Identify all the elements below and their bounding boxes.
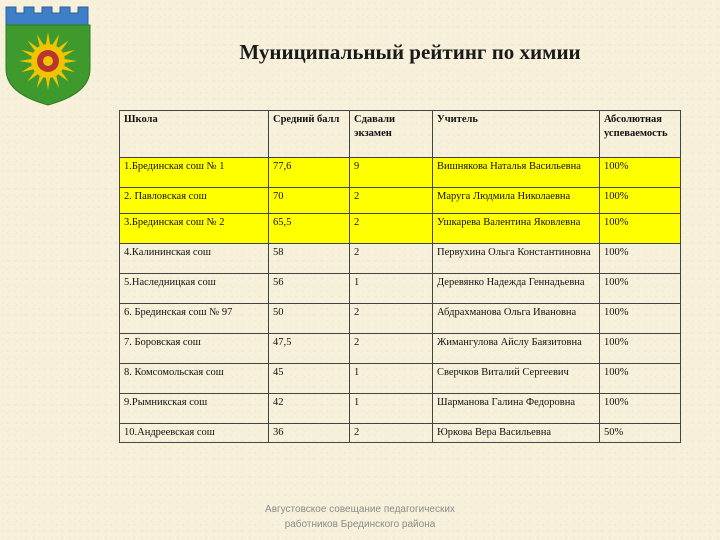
cell-average-score: 45	[269, 364, 350, 394]
cell-average-score: 58	[269, 244, 350, 274]
table-row	[120, 188, 681, 214]
cell-success-rate: 100%	[600, 394, 681, 424]
table-row	[120, 334, 681, 364]
cell-school: 8. Комсомольская сош	[120, 364, 269, 394]
cell-school: 6. Брединская сош № 97	[120, 304, 269, 334]
cell-success-rate: 50%	[600, 424, 681, 443]
cell-success-rate: 100%	[600, 244, 681, 274]
cell-average-score: 47,5	[269, 334, 350, 364]
cell-school: 1.Брединская сош № 1	[120, 158, 269, 188]
header-exam-takers: Сдавали экзамен	[350, 111, 433, 158]
cell-exam-takers: 1	[350, 394, 433, 424]
footer-line-2: работников Брединского района	[284, 519, 436, 530]
cell-success-rate: 100%	[600, 158, 681, 188]
cell-school: 9.Рымникская сош	[120, 394, 269, 424]
cell-success-rate: 100%	[600, 188, 681, 214]
cell-school: 7. Боровская сош	[120, 334, 269, 364]
cell-average-score: 56	[269, 274, 350, 304]
table-row	[120, 424, 681, 443]
cell-average-score: 70	[269, 188, 350, 214]
cell-teacher: Маруга Людмила Николаевна	[433, 188, 600, 214]
header-success-rate: Абсолютная успеваемость	[600, 111, 681, 158]
cell-exam-takers: 1	[350, 364, 433, 394]
table-header-row	[120, 111, 681, 158]
cell-teacher: Шарманова Галина Федоровна	[433, 394, 600, 424]
cell-school: 10.Андреевская сош	[120, 424, 269, 443]
table-row	[120, 304, 681, 334]
cell-success-rate: 100%	[600, 274, 681, 304]
cell-teacher: Абдрахманова Ольга Ивановна	[433, 304, 600, 334]
cell-school: 2. Павловская сош	[120, 188, 269, 214]
cell-teacher: Деревянко Надежда Геннадьевна	[433, 274, 600, 304]
cell-teacher: Юркова Вера Васильевна	[433, 424, 600, 443]
cell-teacher: Ушкарева Валентина Яковлевна	[433, 214, 600, 244]
table-row	[120, 274, 681, 304]
cell-exam-takers: 1	[350, 274, 433, 304]
cell-exam-takers: 9	[350, 158, 433, 188]
coat-of-arms-icon	[4, 3, 92, 107]
footer-line-1: Августовское совещание педагогических	[265, 504, 455, 515]
cell-success-rate: 100%	[600, 364, 681, 394]
table-row	[120, 394, 681, 424]
cell-exam-takers: 2	[350, 214, 433, 244]
cell-exam-takers: 2	[350, 188, 433, 214]
cell-exam-takers: 2	[350, 304, 433, 334]
table-row	[120, 214, 681, 244]
cell-school: 3.Брединская сош № 2	[120, 214, 269, 244]
cell-success-rate: 100%	[600, 214, 681, 244]
cell-average-score: 77,6	[269, 158, 350, 188]
cell-teacher: Первухина Ольга Константиновна	[433, 244, 600, 274]
header-average-score: Средний балл	[269, 111, 350, 158]
cell-average-score: 36	[269, 424, 350, 443]
table-row	[120, 244, 681, 274]
cell-exam-takers: 2	[350, 244, 433, 274]
header-school: Школа	[120, 111, 269, 158]
cell-average-score: 65,5	[269, 214, 350, 244]
page-title: Муниципальный рейтинг по химии	[239, 40, 581, 64]
cell-school: 5.Наследницкая сош	[120, 274, 269, 304]
cell-school: 4.Калининская сош	[120, 244, 269, 274]
cell-teacher: Сверчков Виталий Сергеевич	[433, 364, 600, 394]
cell-exam-takers: 2	[350, 424, 433, 443]
table-row	[120, 364, 681, 394]
cell-teacher: Вишнякова Наталья Васильевна	[433, 158, 600, 188]
coat-of-arms-emblem	[4, 3, 92, 107]
cell-average-score: 42	[269, 394, 350, 424]
chemistry-rating-table	[119, 110, 681, 443]
cell-exam-takers: 2	[350, 334, 433, 364]
cell-average-score: 50	[269, 304, 350, 334]
cell-success-rate: 100%	[600, 334, 681, 364]
table-row	[120, 158, 681, 188]
cell-success-rate: 100%	[600, 304, 681, 334]
header-teacher: Учитель	[433, 111, 600, 158]
footer-caption	[240, 502, 480, 532]
cell-teacher: Жимангулова Айслу Баязитовна	[433, 334, 600, 364]
